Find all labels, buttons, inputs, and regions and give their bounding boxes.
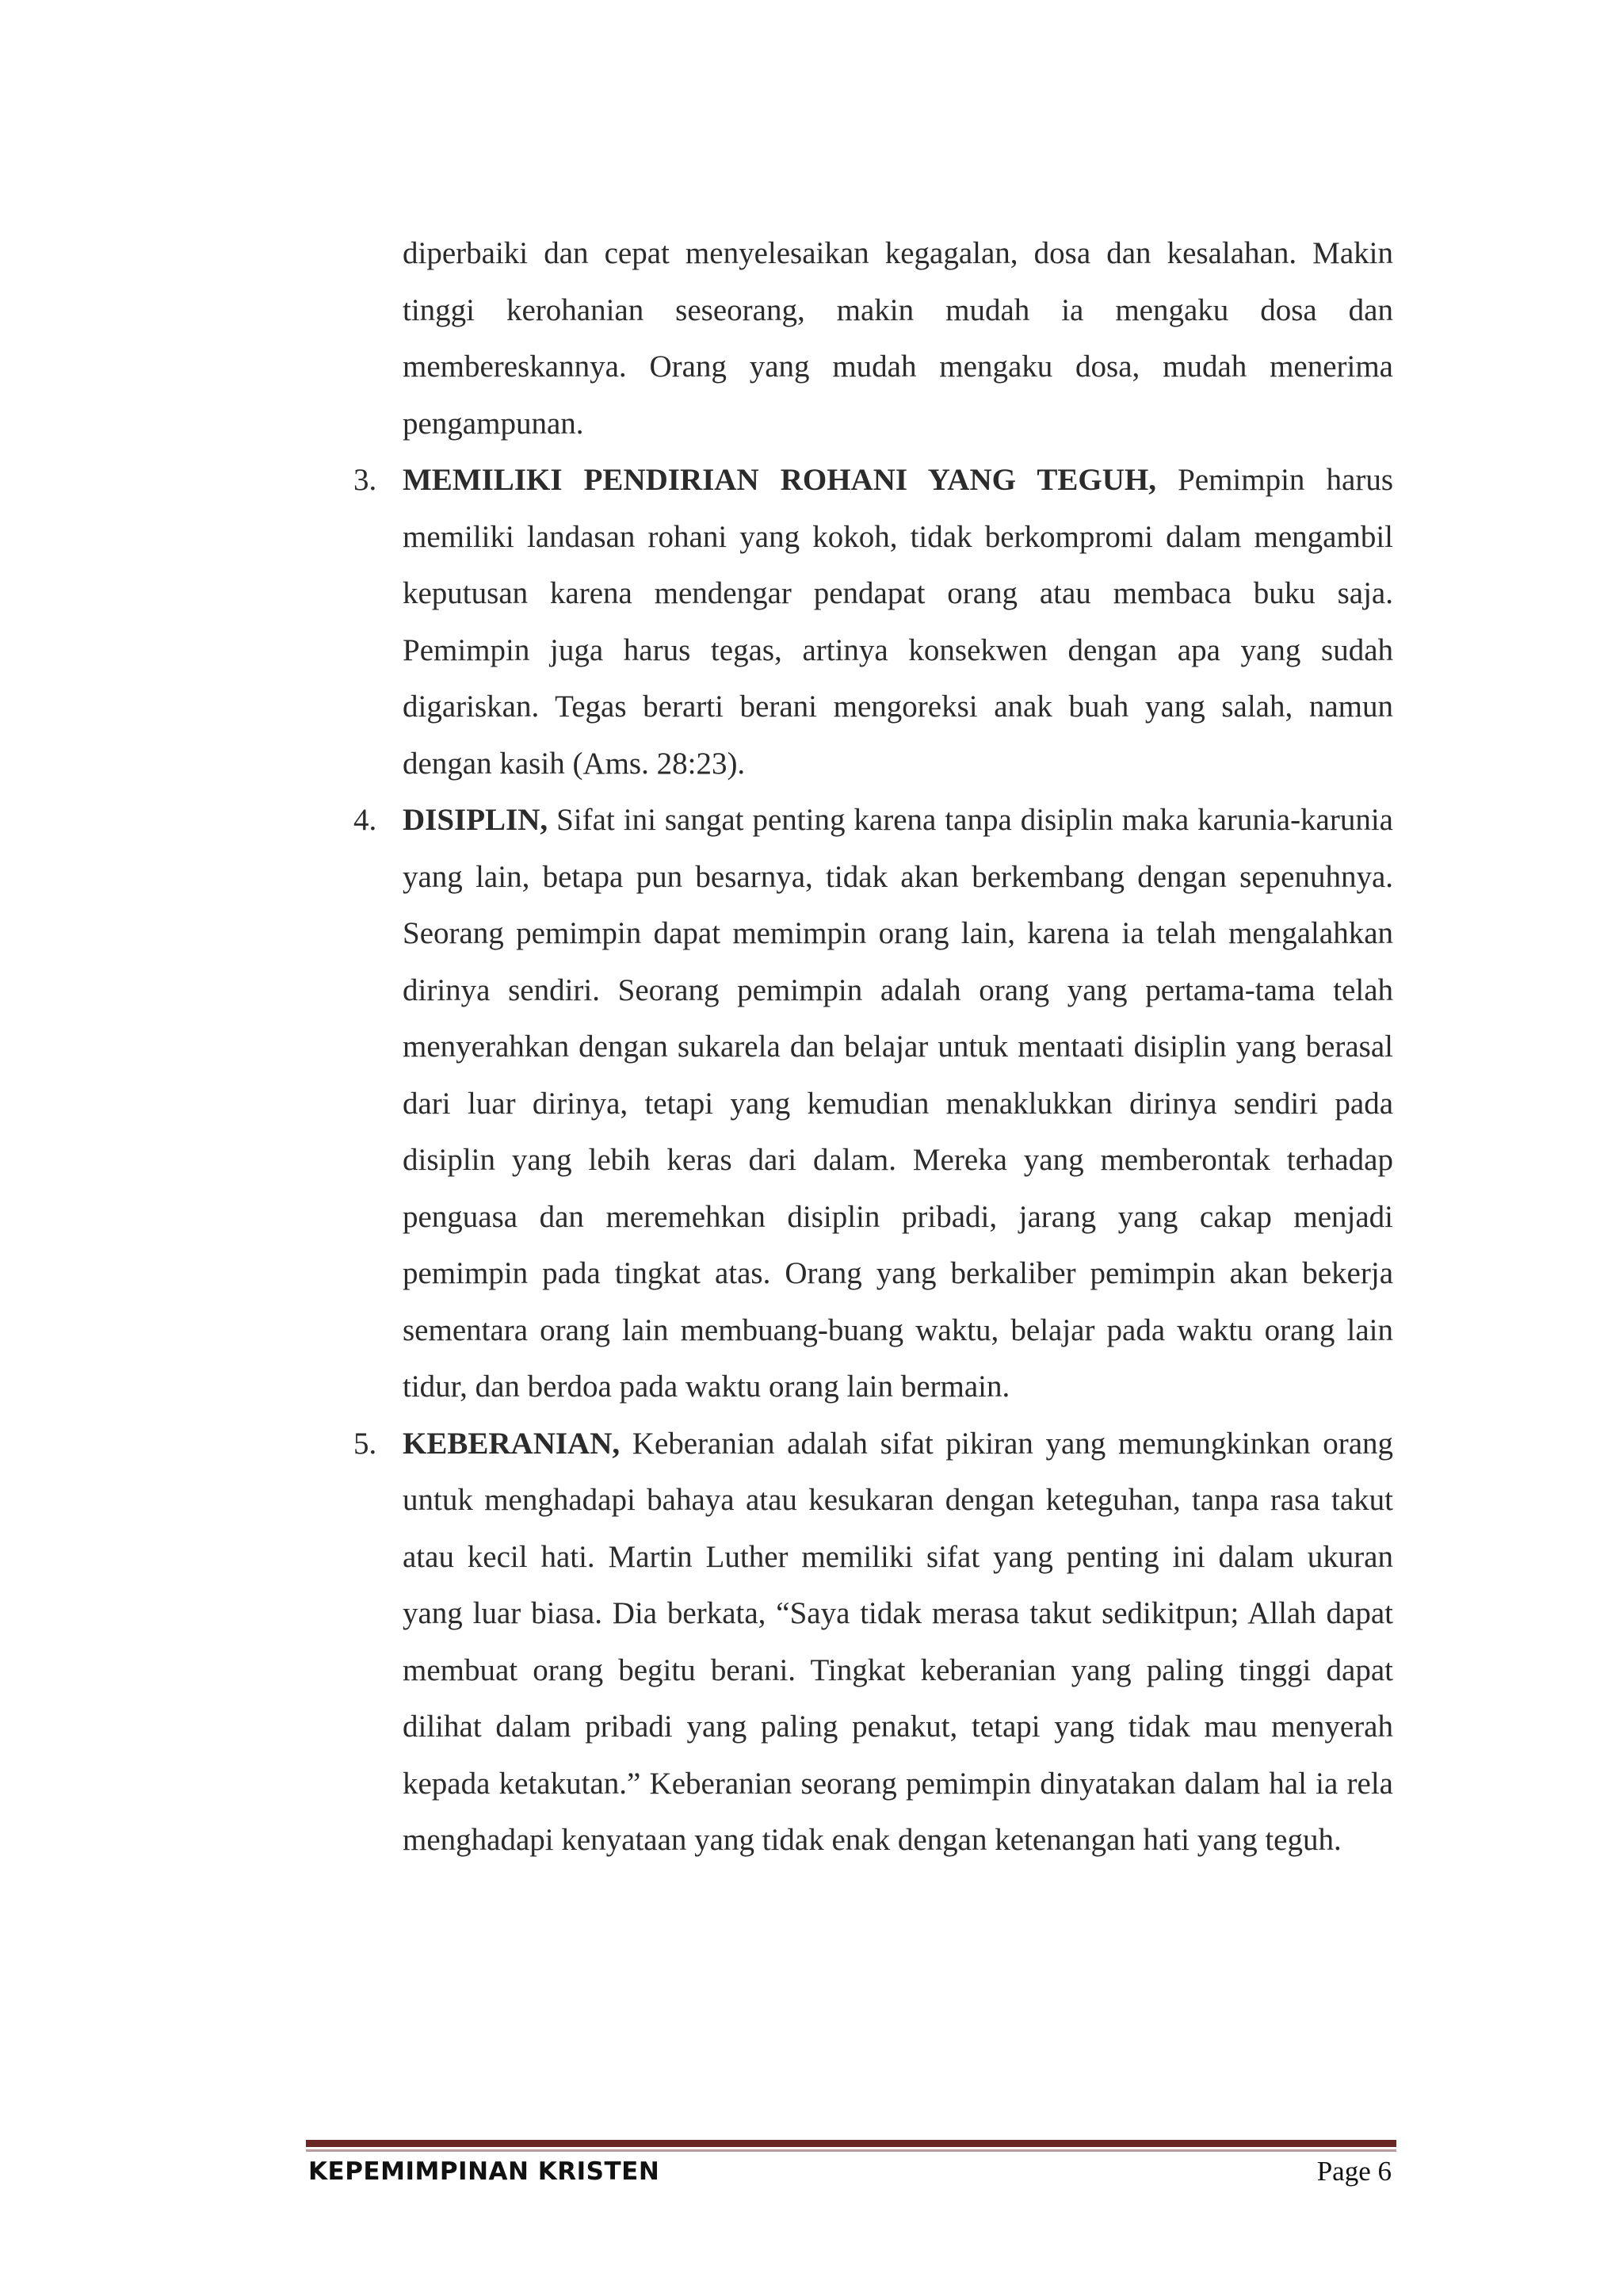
list-item <box>353 792 1393 1415</box>
page-body <box>353 225 1394 1869</box>
list-item-number: 5. <box>353 1426 377 1461</box>
list-item-text: Sifat ini sangat penting karena tanpa disiplin maka karunia-karunia yang lain, betapa pun besarnya, tidak akan berkembang dengan sepenuhnya. Seorang pemimpin dapat memimpin orang lain, karena ia telah mengalahkan dirinya sendiri. Seorang pemimpin adalah orang yang pertama-tama telah menyerahkan dengan sukarela dan belajar untuk mentaati disiplin yang berasal dari luar dirinya, tetapi yang kemudian menaklukkan dirinya sendiri pada disiplin yang lebih keras dari dalam. Mereka yang memberontak terhadap penguasa dan meremehkan disiplin pribadi, jarang yang cakap menjadi pemimpin pada tingkat atas. Orang yang berkaliber pemimpin akan bekerja sementara orang lain membuang-buang waktu, belajar pada waktu orang lain tidur, dan berdoa pada waktu orang lain bermain. <box>403 803 1393 1404</box>
footer-title: KEPEMIMPINAN KRISTEN <box>308 2157 660 2186</box>
numbered-list <box>353 452 1394 1869</box>
list-item-heading: MEMILIKI PENDIRIAN ROHANI YANG TEGUH, <box>403 463 1178 497</box>
list-item-number: 4. <box>353 803 377 837</box>
list-item-text: Pemimpin harus memiliki landasan rohani yang kokoh, tidak berkompromi dalam mengambil keputusan karena mendengar pendapat orang atau membaca buku saja. Pemimpin juga harus tegas, artinya konsekwen dengan apa yang sudah digariskan. Tegas berarti berani mengoreksi anak buah yang salah, namun dengan kasih (Ams. 28:23). <box>403 463 1393 781</box>
footer-divider <box>306 2140 1396 2152</box>
list-item <box>353 452 1393 792</box>
list-item-heading: KEBERANIAN, <box>403 1426 632 1461</box>
list-item-text: Keberanian adalah sifat pikiran yang memungkinkan orang untuk menghadapi bahaya atau kesukaran dengan keteguhan, tanpa rasa takut atau kecil hati. Martin Luther memiliki sifat yang penting ini dalam ukuran yang luar biasa. Dia berkata, “Saya tidak merasa takut sedikitpun; Allah dapat membuat orang begitu berani. Tingkat keberanian yang paling tinggi dapat dilihat dalam pribadi yang paling penakut, tetapi yang tidak mau menyerah kepada ketakutan.” Keberanian seorang pemimpin dinyatakan dalam hal ia rela menghadapi kenyataan yang tidak enak dengan ketenangan hati yang teguh. <box>403 1426 1394 1857</box>
intro-paragraph: diperbaiki dan cepat menyelesaikan kegagalan, dosa dan kesalahan. Makin tinggi kerohanian seseorang, makin mudah ia mengaku dosa dan membereskannya. Orang yang mudah mengaku dosa, mudah menerima pengampunan. <box>403 236 1393 441</box>
list-item <box>353 1415 1394 1869</box>
list-item-heading: DISIPLIN, <box>403 803 557 837</box>
list-item-number: 3. <box>353 463 377 497</box>
page-number: Page 6 <box>1316 2156 1392 2187</box>
